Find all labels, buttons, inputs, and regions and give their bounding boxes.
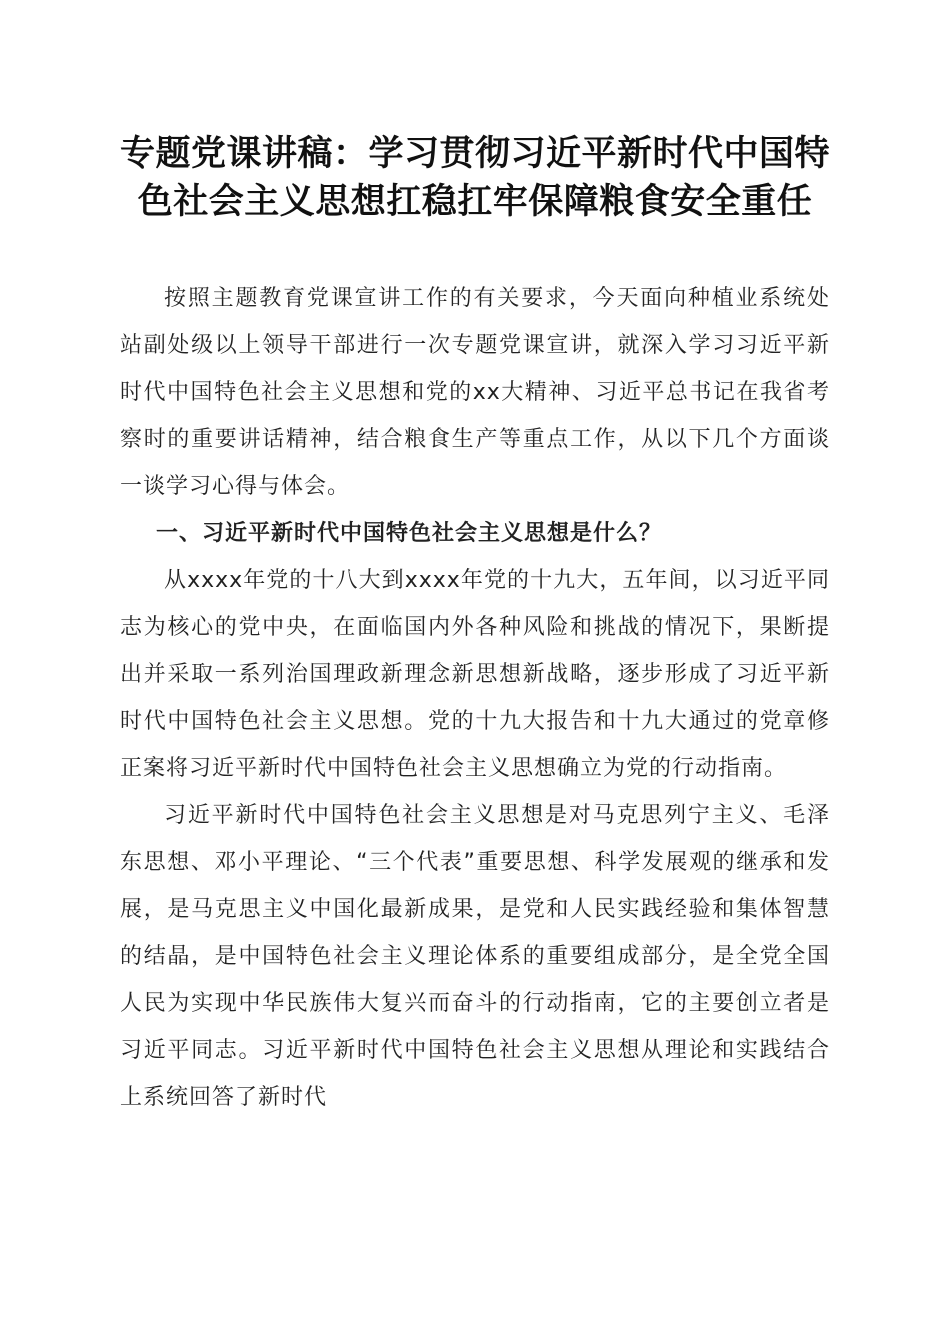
document-body bbox=[120, 275, 830, 1121]
section-heading-1: 一、习近平新时代中国特色社会主义思想是什么？ bbox=[156, 521, 663, 546]
body-paragraph: 从xxxx年党的十八大到xxxx年党的十九大，五年间，以习近平同志为核心的党中央，在面临国内外各种风险和挑战的情况下，果断提出并采取一系列治国理政新理念新思想新战略，逐步形成了习近平新时代中国特色社会主义思想。党的十九大报告和十九大通过的党章修正案将习近平新时代中国特色社会主义思想确立为党的行动指南。 bbox=[120, 568, 830, 781]
page-title bbox=[110, 130, 840, 226]
title-line-1: 专题党课讲稿：学习贯彻习近平新时代中国特 bbox=[119, 133, 830, 174]
title-line-2: 色社会主义思想扛稳扛牢保障粮食安全重任 bbox=[137, 181, 813, 222]
body-paragraph: 习近平新时代中国特色社会主义思想是对马克思列宁主义、毛泽东思想、邓小平理论、“三个代表”重要思想、科学发展观的继承和发展，是马克思主义中国化最新成果，是党和人民实践经验和集体智慧的结晶，是中国特色社会主义理论体系的重要组成部分，是全党全国人民为实现中华民族伟大复兴而奋斗的行动指南，它的主要创立者是习近平同志。习近平新时代中国特色社会主义思想从理论和实践结合上系统回答了新时代 bbox=[120, 803, 830, 1110]
intro-paragraph: 按照主题教育党课宣讲工作的有关要求，今天面向种植业系统处站副处级以上领导干部进行一次专题党课宣讲，就深入学习习近平新时代中国特色社会主义思想和党的xx大精神、习近平总书记在我省考察时的重要讲话精神，结合粮食生产等重点工作，从以下几个方面谈一谈学习心得与体会。 bbox=[120, 286, 830, 499]
